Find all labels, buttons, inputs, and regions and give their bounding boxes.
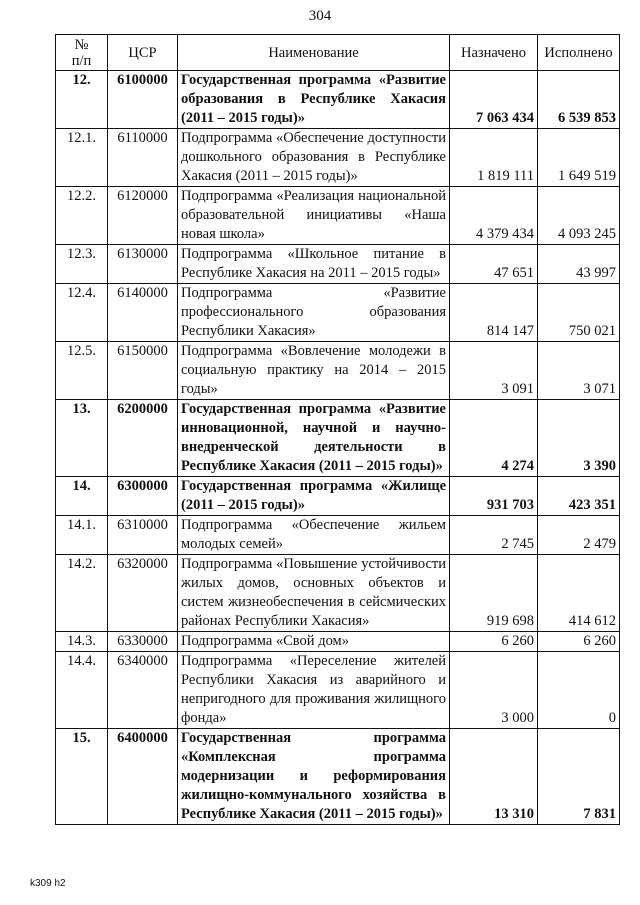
row-executed: 6 260 — [538, 632, 620, 652]
row-code: 6200000 — [108, 400, 178, 477]
row-assigned: 4 379 434 — [450, 187, 538, 245]
row-code: 6130000 — [108, 245, 178, 284]
row-name: Подпрограмма «Повышение устойчивости жилых домов, основных объектов и систем жизнеобеспечения в сейсмических районах Республики Хакасия» — [178, 555, 450, 632]
row-assigned: 814 147 — [450, 284, 538, 342]
row-number: 13. — [56, 400, 108, 477]
row-name: Подпрограмма «Развитие профессионального образования Республики Хакасия» — [178, 284, 450, 342]
table-header-row — [56, 35, 620, 71]
budget-table — [55, 34, 620, 825]
row-code: 6320000 — [108, 555, 178, 632]
row-name: Подпрограмма «Переселение жителей Республики Хакасия из аварийного и непригодного для проживания жилищного фонда» — [178, 652, 450, 729]
header-name: Наименование — [178, 35, 450, 71]
row-code: 6110000 — [108, 129, 178, 187]
row-code: 6120000 — [108, 187, 178, 245]
row-executed: 1 649 519 — [538, 129, 620, 187]
row-assigned: 919 698 — [450, 555, 538, 632]
row-number: 15. — [56, 729, 108, 825]
row-name: Подпрограмма «Школьное питание в Республике Хакасия на 2011 – 2015 годы» — [178, 245, 450, 284]
row-code: 6400000 — [108, 729, 178, 825]
table-row — [56, 632, 620, 652]
page-number: 304 — [308, 8, 332, 24]
header-executed: Исполнено — [538, 35, 620, 71]
table-row — [56, 245, 620, 284]
row-number: 12.2. — [56, 187, 108, 245]
table-row — [56, 284, 620, 342]
row-number: 14.2. — [56, 555, 108, 632]
row-assigned: 6 260 — [450, 632, 538, 652]
row-number: 12.3. — [56, 245, 108, 284]
row-name: Подпрограмма «Обеспечение жильем молодых семей» — [178, 516, 450, 555]
table-row — [56, 516, 620, 555]
row-number: 14.4. — [56, 652, 108, 729]
row-name: Государственная программа «Жилище (2011 – 2015 годы)» — [178, 477, 450, 516]
table-row — [56, 477, 620, 516]
row-assigned: 931 703 — [450, 477, 538, 516]
table-row — [56, 729, 620, 825]
row-code: 6140000 — [108, 284, 178, 342]
table-row — [56, 342, 620, 400]
row-name: Государственная программа «Развитие инновационной, научной и научно-внедренческой деятельности в Республике Хакасия (2011 – 2015 годы)» — [178, 400, 450, 477]
row-assigned: 47 651 — [450, 245, 538, 284]
row-code: 6300000 — [108, 477, 178, 516]
row-executed: 6 539 853 — [538, 71, 620, 129]
row-executed: 750 021 — [538, 284, 620, 342]
table-row — [56, 71, 620, 129]
row-executed: 3 390 — [538, 400, 620, 477]
row-assigned: 7 063 434 — [450, 71, 538, 129]
header-assigned: Назначено — [450, 35, 538, 71]
row-executed: 3 071 — [538, 342, 620, 400]
row-executed: 423 351 — [538, 477, 620, 516]
row-name: Подпрограмма «Свой дом» — [178, 632, 450, 652]
row-name: Подпрограмма «Обеспечение доступности дошкольного образования в Республике Хакасия (2011 – 2015 годы)» — [178, 129, 450, 187]
row-name: Государственная программа «Комплексная программа модернизации и реформирования жилищно-коммунального хозяйства в Республике Хакасия (2011 – 2015 годы)» — [178, 729, 450, 825]
table-row — [56, 652, 620, 729]
table-body — [56, 71, 620, 825]
row-executed: 4 093 245 — [538, 187, 620, 245]
row-assigned: 3 091 — [450, 342, 538, 400]
table-row — [56, 400, 620, 477]
row-assigned: 13 310 — [450, 729, 538, 825]
header-num: № п/п — [56, 35, 108, 71]
table-row — [56, 129, 620, 187]
row-number: 14. — [56, 477, 108, 516]
row-code: 6310000 — [108, 516, 178, 555]
row-assigned: 1 819 111 — [450, 129, 538, 187]
row-assigned: 4 274 — [450, 400, 538, 477]
row-name: Подпрограмма «Вовлечение молодежи в социальную практику на 2014 – 2015 годы» — [178, 342, 450, 400]
row-executed: 2 479 — [538, 516, 620, 555]
row-code: 6340000 — [108, 652, 178, 729]
row-code: 6330000 — [108, 632, 178, 652]
row-number: 14.3. — [56, 632, 108, 652]
row-executed: 7 831 — [538, 729, 620, 825]
table-row — [56, 187, 620, 245]
row-name: Государственная программа «Развитие образования в Республике Хакасия (2011 – 2015 годы)» — [178, 71, 450, 129]
row-code: 6150000 — [108, 342, 178, 400]
header-code: ЦСР — [108, 35, 178, 71]
table-row — [56, 555, 620, 632]
row-number: 12.5. — [56, 342, 108, 400]
row-number: 12.1. — [56, 129, 108, 187]
row-assigned: 3 000 — [450, 652, 538, 729]
footer-code: k309 h2 — [30, 878, 66, 889]
row-assigned: 2 745 — [450, 516, 538, 555]
row-code: 6100000 — [108, 71, 178, 129]
row-number: 12. — [56, 71, 108, 129]
row-number: 12.4. — [56, 284, 108, 342]
row-executed: 43 997 — [538, 245, 620, 284]
row-executed: 0 — [538, 652, 620, 729]
row-executed: 414 612 — [538, 555, 620, 632]
row-number: 14.1. — [56, 516, 108, 555]
row-name: Подпрограмма «Реализация национальной образовательной инициативы «Наша новая школа» — [178, 187, 450, 245]
